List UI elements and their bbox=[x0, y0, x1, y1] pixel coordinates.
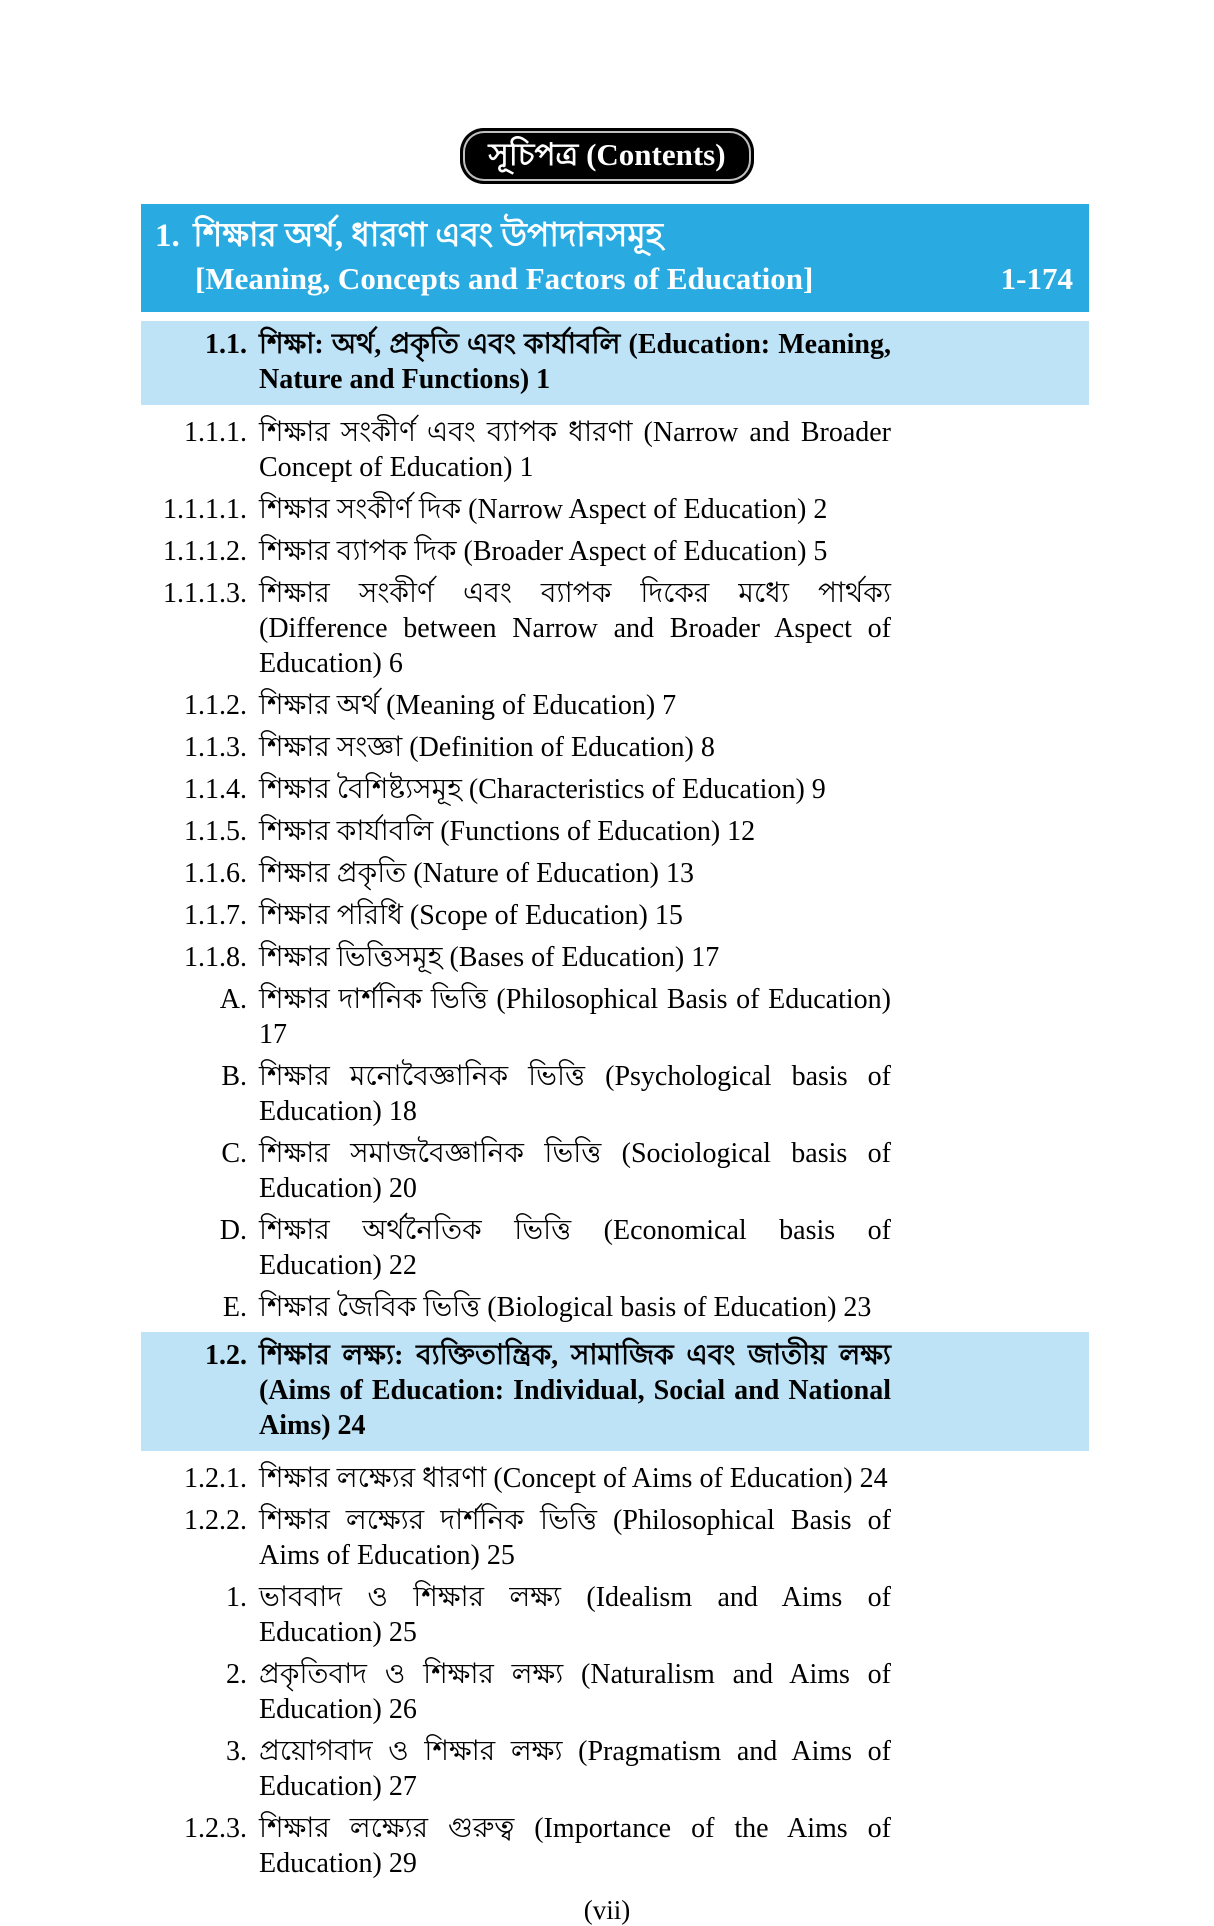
toc-subheader bbox=[141, 1332, 1089, 1451]
toc-entry-text: শিক্ষার প্রকৃতি (Nature of Education) 13 bbox=[259, 858, 694, 889]
toc-entry-number: 1.1.2. bbox=[184, 690, 247, 721]
contents-title: সূচিপত্র (Contents) bbox=[488, 137, 726, 172]
contents-title-wrap bbox=[0, 0, 1214, 184]
toc-entry bbox=[141, 1580, 1089, 1650]
contents-title-box bbox=[460, 128, 753, 184]
toc-subheader bbox=[141, 321, 1089, 405]
toc-entry bbox=[141, 1290, 1089, 1325]
toc-entry-number: 1.1.1.2. bbox=[163, 536, 247, 567]
toc-entry bbox=[141, 688, 1089, 723]
toc-entry-text: শিক্ষার সংকীর্ণ দিক (Narrow Aspect of Education) 2 bbox=[259, 494, 828, 525]
chapter-number: 1. bbox=[155, 218, 180, 254]
toc-entry-text: শিক্ষা: অর্থ, প্রকৃতি এবং কার্যাবলি (Education: Meaning, Nature and Functions) 1 bbox=[259, 329, 891, 395]
toc-entry-number: 1.1.1.3. bbox=[163, 578, 247, 609]
toc-entry-number: 1.2.1. bbox=[184, 1463, 247, 1494]
toc-entry-text: শিক্ষার অর্থনৈতিক ভিত্তি (Economical basis of Education) 22 bbox=[259, 1215, 891, 1281]
toc-entry-text: শিক্ষার পরিধি (Scope of Education) 15 bbox=[259, 900, 683, 931]
toc-entry bbox=[141, 415, 1089, 485]
chapter-title-line bbox=[155, 214, 1073, 258]
toc-entry-number: C. bbox=[221, 1138, 247, 1169]
toc-entry-text: শিক্ষার সমাজবৈজ্ঞানিক ভিত্তি (Sociological basis of Education) 20 bbox=[259, 1138, 891, 1204]
toc-entry bbox=[141, 1503, 1089, 1573]
toc-entry-number: A. bbox=[219, 984, 247, 1015]
toc-entry bbox=[141, 982, 1089, 1052]
toc-entry-number: D. bbox=[219, 1215, 247, 1246]
toc-entry-text: শিক্ষার সংকীর্ণ এবং ব্যাপক দিকের মধ্যে পার্থক্য (Difference between Narrow and Broader Aspect of Education) 6 bbox=[259, 578, 891, 679]
toc-list bbox=[0, 321, 1214, 1881]
toc-entry-text: শিক্ষার ভিত্তিসমূহ (Bases of Education) 17 bbox=[259, 942, 720, 973]
toc-entry-number: 1.1.8. bbox=[184, 942, 247, 973]
toc-entry-text: শিক্ষার অর্থ (Meaning of Education) 7 bbox=[259, 690, 677, 721]
toc-entry bbox=[141, 1657, 1089, 1727]
toc-entry-text: প্রকৃতিবাদ ও শিক্ষার লক্ষ্য (Naturalism and Aims of Education) 26 bbox=[259, 1659, 891, 1725]
toc-entry-text: শিক্ষার দার্শনিক ভিত্তি (Philosophical Basis of Education) 17 bbox=[259, 984, 891, 1050]
toc-entry bbox=[141, 492, 1089, 527]
toc-entry-number: 1.2.3. bbox=[184, 1813, 247, 1844]
toc-entry-number: 1.1.7. bbox=[184, 900, 247, 931]
toc-entry-number: 1.1.1. bbox=[184, 417, 247, 448]
toc-entry-text: প্রয়োগবাদ ও শিক্ষার লক্ষ্য (Pragmatism and Aims of Education) 27 bbox=[259, 1736, 891, 1802]
toc-entry-number: 1. bbox=[226, 1582, 247, 1613]
chapter-title-bengali: শিক্ষার অর্থ, ধারণা এবং উপাদানসমূহ bbox=[193, 218, 664, 254]
toc-entry-text: শিক্ষার ব্যাপক দিক (Broader Aspect of Education) 5 bbox=[259, 536, 828, 567]
toc-entry-number: 1.1.1.1. bbox=[163, 494, 247, 525]
toc-entry-text: শিক্ষার জৈবিক ভিত্তি (Biological basis of Education) 23 bbox=[259, 1292, 872, 1323]
toc-entry bbox=[141, 1461, 1089, 1496]
toc-entry-number: 1.2.2. bbox=[184, 1505, 247, 1536]
toc-entry bbox=[141, 1811, 1089, 1881]
toc-entry-text: শিক্ষার বৈশিষ্ট্যসমূহ (Characteristics of Education) 9 bbox=[259, 774, 826, 805]
toc-entry-text: শিক্ষার মনোবৈজ্ঞানিক ভিত্তি (Psychological basis of Education) 18 bbox=[259, 1061, 891, 1127]
toc-entry-number: 1.1. bbox=[205, 329, 247, 360]
toc-entry bbox=[141, 576, 1089, 681]
toc-entry bbox=[141, 730, 1089, 765]
toc-entry bbox=[141, 940, 1089, 975]
toc-entry-number: 2. bbox=[226, 1659, 247, 1690]
toc-entry-text: ভাববাদ ও শিক্ষার লক্ষ্য (Idealism and Aims of Education) 25 bbox=[259, 1582, 891, 1648]
chapter-banner bbox=[141, 204, 1089, 312]
page-number-footer: (vii) bbox=[583, 1895, 631, 1925]
toc-entry bbox=[141, 814, 1089, 849]
toc-entry-text: শিক্ষার লক্ষ্যের দার্শনিক ভিত্তি (Philosophical Basis of Aims of Education) 25 bbox=[259, 1505, 891, 1571]
toc-entry-number: 1.2. bbox=[205, 1340, 247, 1371]
toc-entry bbox=[141, 856, 1089, 891]
toc-entry-text: শিক্ষার সংকীর্ণ এবং ব্যাপক ধারণা (Narrow and Broader Concept of Education) 1 bbox=[259, 417, 891, 483]
toc-entry-number: 1.1.4. bbox=[184, 774, 247, 805]
toc-entry bbox=[141, 1213, 1089, 1283]
toc-entry bbox=[141, 534, 1089, 569]
toc-entry bbox=[141, 1734, 1089, 1804]
toc-entry-number: 1.1.6. bbox=[184, 858, 247, 889]
toc-entry bbox=[141, 1136, 1089, 1206]
toc-entry bbox=[141, 1059, 1089, 1129]
toc-entry-text: শিক্ষার লক্ষ্যের গুরুত্ব (Importance of the Aims of Education) 29 bbox=[259, 1813, 891, 1879]
toc-entry-number: 1.1.3. bbox=[184, 732, 247, 763]
toc-entry bbox=[141, 772, 1089, 807]
toc-entry-text: শিক্ষার কার্যাবলি (Functions of Education) 12 bbox=[259, 816, 756, 847]
toc-entry-text: শিক্ষার লক্ষ্যের ধারণা (Concept of Aims of Education) 24 bbox=[259, 1463, 888, 1494]
toc-entry-text: শিক্ষার লক্ষ্য: ব্যক্তিতান্ত্রিক, সামাজিক এবং জাতীয় লক্ষ্য (Aims of Education: Individual, Social and National Aims) 24 bbox=[259, 1340, 891, 1441]
toc-entry-text: শিক্ষার সংজ্ঞা (Definition of Education) 8 bbox=[259, 732, 715, 763]
toc-entry-number: 3. bbox=[226, 1736, 247, 1767]
chapter-subtitle-line bbox=[155, 258, 1073, 300]
chapter-title-english: [Meaning, Concepts and Factors of Education] bbox=[195, 261, 814, 296]
toc-entry-number: B. bbox=[221, 1061, 247, 1092]
chapter-page-range: 1-174 bbox=[1000, 261, 1073, 296]
toc-entry-number: 1.1.5. bbox=[184, 816, 247, 847]
toc-entry bbox=[141, 898, 1089, 933]
toc-entry-number: E. bbox=[222, 1292, 247, 1323]
